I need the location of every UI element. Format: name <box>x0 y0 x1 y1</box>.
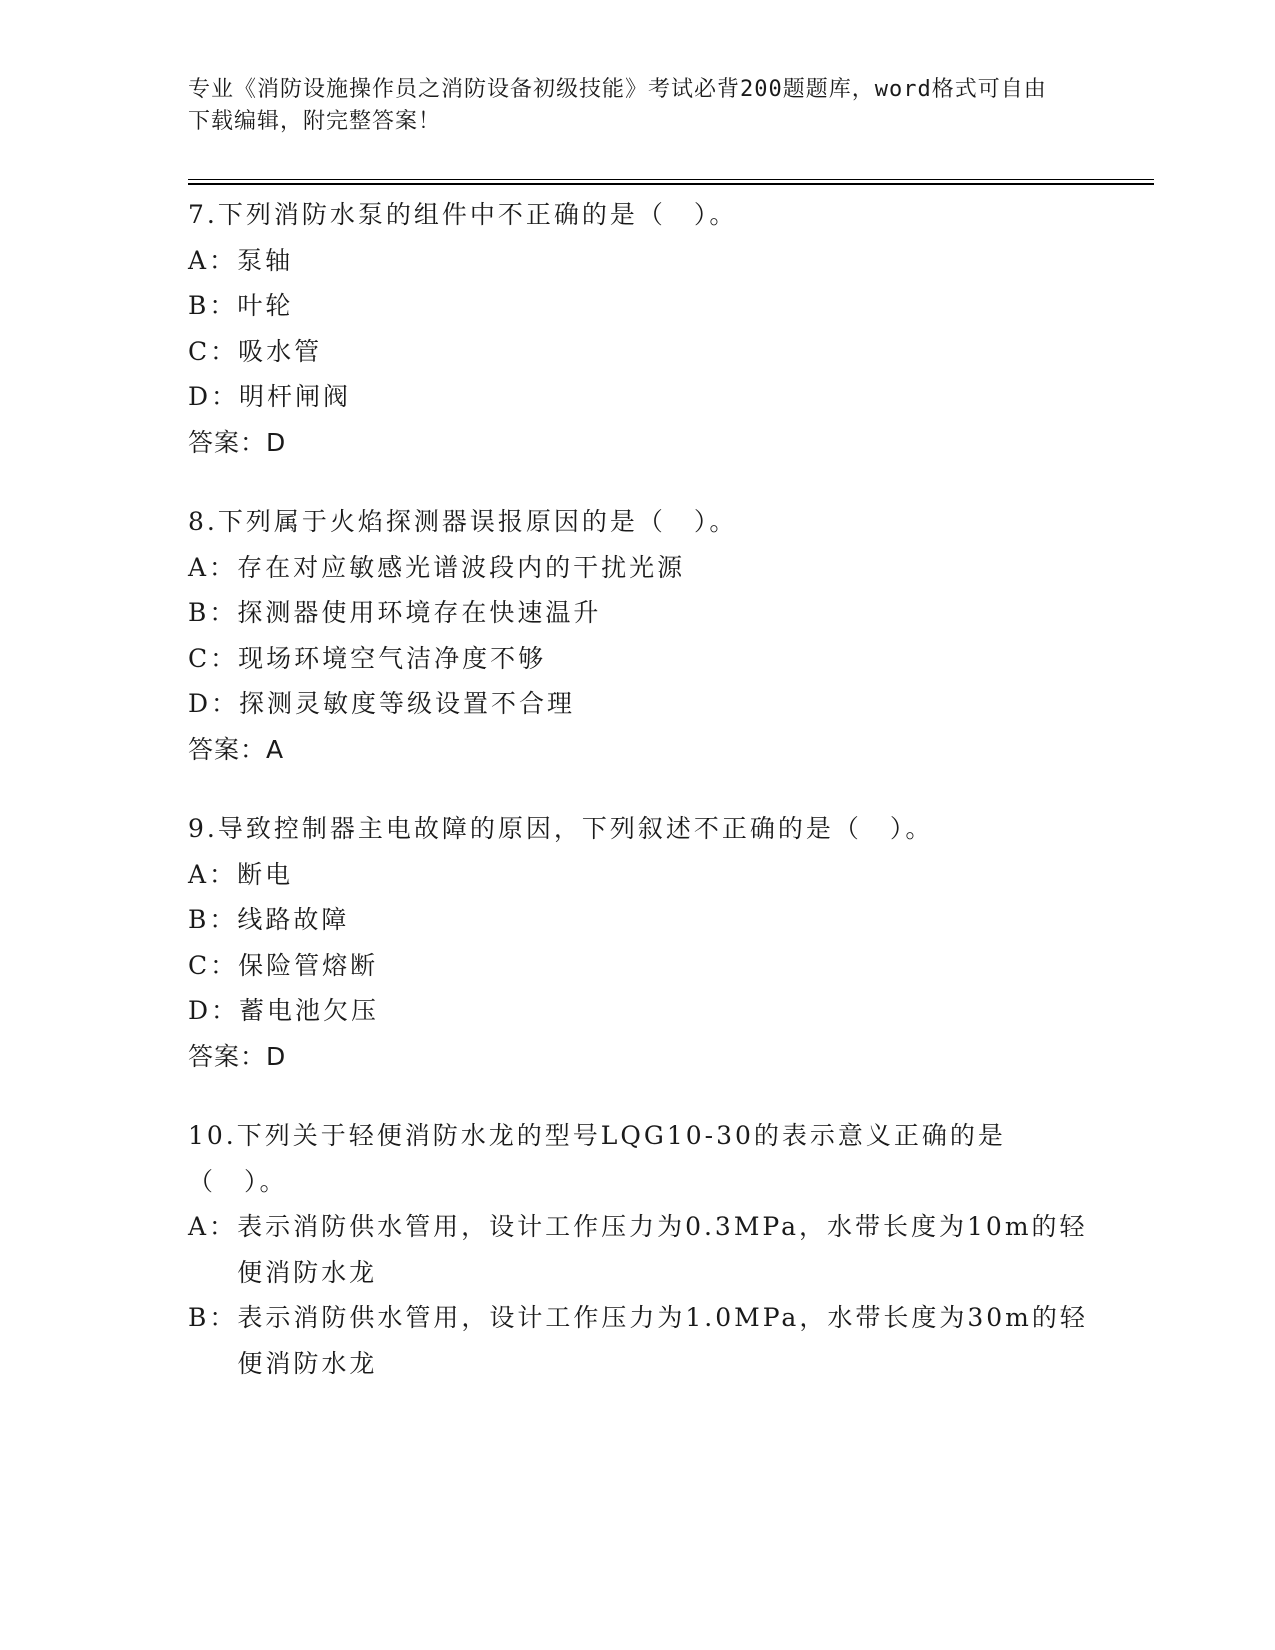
option-d <box>188 374 1088 420</box>
option-text: 现场环境空气洁净度不够 <box>238 643 547 673</box>
option-d <box>188 988 1088 1034</box>
question-stem: 7.下列消防水泵的组件中不正确的是（ ）。 <box>188 200 738 229</box>
option-b <box>188 590 1088 636</box>
option-text: 叶轮 <box>237 291 294 320</box>
option-key: B： <box>188 291 238 320</box>
option-key: B： <box>188 905 238 934</box>
option-a <box>188 238 1088 284</box>
option-text: 探测灵敏度等级设置不合理 <box>239 689 576 718</box>
option-key: B： <box>188 598 238 627</box>
option-a <box>188 1204 1088 1295</box>
option-text: 蓄电池欠压 <box>239 996 380 1025</box>
option-text: 保险管熔断 <box>238 950 379 980</box>
option-key: B： <box>188 1303 238 1332</box>
option-text: 线路故障 <box>237 905 350 934</box>
option-key: A： <box>188 1212 238 1241</box>
option-b <box>188 1295 1088 1386</box>
option-text: 泵轴 <box>237 245 294 275</box>
option-key: C： <box>188 643 239 673</box>
option-d <box>188 681 1088 727</box>
option-b <box>188 283 1088 329</box>
answer-label: 答案：D <box>188 1041 287 1071</box>
header-divider-thin <box>188 179 1154 180</box>
option-key: C： <box>188 950 239 980</box>
question-stem: 9.导致控制器主电故障的原因，下列叙述不正确的是（ ）。 <box>188 814 934 843</box>
option-text: 表示消防供水管用，设计工作压力为1.0MPa，水带长度为30m的轻便消防水龙 <box>237 1303 1088 1378</box>
option-c <box>188 636 1088 682</box>
option-key: D： <box>188 689 240 718</box>
option-key: A： <box>188 552 238 582</box>
option-c <box>188 329 1088 375</box>
option-text: 断电 <box>237 859 294 889</box>
question-8 <box>188 499 1088 772</box>
option-key: D： <box>188 996 240 1025</box>
option-text: 存在对应敏感光谱波段内的干扰光源 <box>237 552 686 582</box>
option-key: C： <box>188 336 239 366</box>
question-stem: 10.下列关于轻便消防水龙的型号LQG10-30的表示意义正确的是（ ）。 <box>188 1121 1006 1196</box>
option-text: 表示消防供水管用，设计工作压力为0.3MPa，水带长度为10m的轻便消防水龙 <box>237 1212 1088 1287</box>
question-list <box>188 192 1088 1420</box>
option-a <box>188 852 1088 898</box>
answer-label: 答案：A <box>188 734 285 764</box>
question-7 <box>188 192 1088 465</box>
option-text: 明杆闸阀 <box>239 382 352 411</box>
option-key: A： <box>188 859 238 889</box>
question-9 <box>188 806 1088 1079</box>
document-header: 专业《消防设施操作员之消防设备初级技能》考试必背200题题库，word格式可自由下载编辑，附完整答案！ <box>188 77 1047 134</box>
option-a <box>188 545 1088 591</box>
answer-label: 答案：D <box>188 427 287 457</box>
option-key: D： <box>188 382 240 411</box>
option-b <box>188 897 1088 943</box>
question-10 <box>188 1113 1088 1386</box>
question-stem: 8.下列属于火焰探测器误报原因的是（ ）。 <box>188 507 738 536</box>
header-divider-thick <box>188 183 1154 185</box>
option-c <box>188 943 1088 989</box>
option-key: A： <box>188 245 238 275</box>
option-text: 探测器使用环境存在快速温升 <box>237 598 602 627</box>
option-text: 吸水管 <box>238 336 323 366</box>
